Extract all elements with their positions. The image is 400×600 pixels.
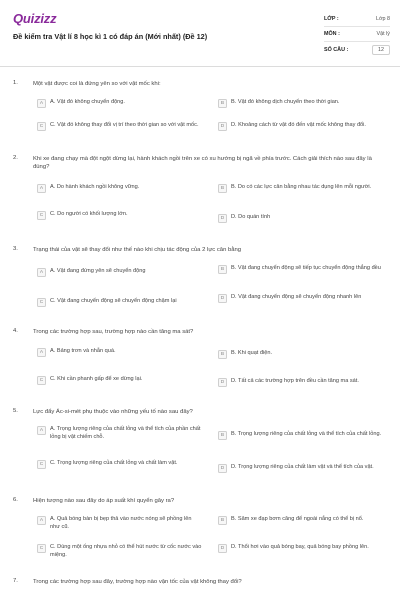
question-text: Trong các trường hợp sau đây, trường hợp nào vận tốc của vật không thay đổi? — [33, 579, 242, 585]
option-c[interactable] — [37, 376, 207, 385]
option-text: C. Trọng lượng riêng của chất lỏng và chất làm vật. — [50, 460, 178, 466]
option-d[interactable] — [218, 214, 388, 223]
option-c[interactable] — [37, 544, 207, 559]
info-row-class — [324, 12, 390, 27]
option-letter: B — [218, 184, 227, 193]
option-text: D. Thổi hơi vào quả bóng bay, quả bóng bay phồng lên. — [231, 544, 369, 550]
option-a[interactable] — [37, 516, 207, 531]
question-text: Khi xe đang chạy mà đột ngột dừng lại, hành khách ngồi trên xe có xu hướng bị ngã về phía trước. Cách giải thích nào sau đây là đúng? — [33, 156, 372, 170]
question-text: Trạng thái của vật sẽ thay đổi như thế nào khi chịu tác động của 2 lực cân bằng — [33, 247, 242, 253]
option-text: A. Do hành khách ngồi không vững. — [50, 184, 140, 190]
option-letter: A — [37, 348, 46, 357]
option-text: D. Vật đang chuyển động sẽ chuyển động nhanh lên — [231, 294, 362, 300]
option-c[interactable] — [37, 122, 207, 131]
option-text: C. Vật đang chuyển động sẽ chuyển động chậm lại — [50, 298, 177, 304]
option-letter: D — [218, 378, 227, 387]
info-value: 12 — [372, 45, 390, 55]
option-letter: B — [218, 350, 227, 359]
option-d[interactable] — [218, 464, 388, 473]
option-b[interactable] — [218, 350, 388, 359]
option-b[interactable] — [218, 516, 388, 525]
question-number: 4. — [13, 328, 18, 334]
option-text: A. Vật đó không chuyển động. — [50, 99, 125, 105]
option-letter: C — [37, 298, 46, 307]
quizizz-logo: Quizizz — [13, 11, 57, 26]
option-letter: C — [37, 544, 46, 553]
info-value: Lớp 8 — [375, 16, 390, 22]
option-text: A. Vật đang đứng yên sẽ chuyển động — [50, 268, 146, 274]
option-text: B. Vật đó không dịch chuyển theo thời gian. — [231, 99, 340, 105]
question-text: Trong các trường hợp sau, trường hợp nào cần tăng ma sát? — [33, 329, 194, 335]
option-a[interactable] — [37, 426, 207, 441]
document-title: Đề kiểm tra Vật lí 8 học kì 1 có đáp án (Mới nhất) (Đề 12) — [13, 32, 208, 41]
option-b[interactable] — [218, 431, 388, 440]
option-d[interactable] — [218, 122, 388, 131]
option-text: B. Săm xe đạp bơm căng để ngoài nắng có thể bị nổ. — [231, 516, 364, 522]
option-letter: D — [218, 544, 227, 553]
option-a[interactable] — [37, 268, 207, 277]
info-row-count — [324, 42, 390, 57]
question-number: 7. — [13, 578, 18, 584]
info-panel — [324, 12, 390, 57]
option-text: D. Do quán tính — [231, 214, 271, 220]
option-text: B. Trọng lượng riêng của chất lỏng và thể tích của chất lỏng. — [231, 431, 382, 437]
option-letter: C — [37, 122, 46, 131]
option-text: B. Khi quạt điện. — [231, 350, 273, 356]
question-number: 5. — [13, 408, 18, 414]
question-number: 1. — [13, 80, 18, 86]
option-letter: A — [37, 99, 46, 108]
option-text: A. Bảng trơn và nhẵn quá. — [50, 348, 116, 354]
option-text: D. Khoảng cách từ vật đó đến vật mốc không thay đổi. — [231, 122, 366, 128]
option-text: C. Do người có khối lượng lớn. — [50, 211, 128, 217]
question-number: 3. — [13, 246, 18, 252]
option-letter: D — [218, 294, 227, 303]
option-b[interactable] — [218, 99, 388, 108]
option-letter: C — [37, 460, 46, 469]
option-letter: B — [218, 431, 227, 440]
option-letter: B — [218, 516, 227, 525]
option-text: D. Tất cả các trường hợp trên đều cần tăng ma sát. — [231, 378, 359, 384]
question-text: Một vật được coi là đứng yên so với vật mốc khi: — [33, 81, 161, 87]
option-letter: B — [218, 265, 227, 274]
option-text: A. Quả bóng bàn bị bẹp thả vào nước nóng sẽ phồng lên như cũ. — [50, 516, 192, 530]
option-b[interactable] — [218, 184, 388, 193]
question-text: Hiện tượng nào sau đây do áp suất khí quyển gây ra? — [33, 498, 175, 504]
option-text: D. Trọng lượng riêng của chất làm vật và thể tích của vật. — [231, 464, 374, 470]
option-letter: A — [37, 184, 46, 193]
option-c[interactable] — [37, 460, 207, 469]
option-letter: A — [37, 268, 46, 277]
option-b[interactable] — [218, 265, 388, 274]
option-letter: C — [37, 376, 46, 385]
option-text: C. Khi cần phanh gấp để xe dừng lại. — [50, 376, 143, 382]
info-key: LỚP : — [324, 16, 339, 22]
info-key: SỐ CÂU : — [324, 46, 349, 53]
option-text: B. Do có các lực cân bằng nhau tác dụng lên mỗi người. — [231, 184, 372, 190]
option-text: C. Dùng một ống nhựa nhỏ có thể hút nước từ cốc nước vào miệng. — [50, 544, 202, 558]
option-d[interactable] — [218, 378, 388, 387]
option-letter: D — [218, 464, 227, 473]
question-number: 2. — [13, 155, 18, 161]
option-text: A. Trọng lượng riêng của chất lỏng và thể tích của phần chất lỏng bị vật chiếm chỗ. — [50, 426, 201, 440]
option-c[interactable] — [37, 211, 207, 220]
option-a[interactable] — [37, 99, 207, 108]
header-divider — [0, 66, 400, 67]
question-text: Lực đẩy Ác-si-mét phụ thuộc vào những yếu tố nào sau đây? — [33, 409, 193, 415]
option-letter: A — [37, 516, 46, 525]
info-row-subject — [324, 27, 390, 42]
option-letter: B — [218, 99, 227, 108]
option-text: C. Vật đó không thay đổi vị trí theo thời gian so với vật mốc. — [50, 122, 199, 128]
option-letter: C — [37, 211, 46, 220]
info-key: MÔN : — [324, 31, 340, 37]
option-d[interactable] — [218, 544, 388, 553]
page-header — [0, 0, 400, 66]
option-letter: D — [218, 214, 227, 223]
option-d[interactable] — [218, 294, 388, 303]
option-letter: D — [218, 122, 227, 131]
option-a[interactable] — [37, 184, 207, 193]
question-number: 6. — [13, 497, 18, 503]
option-text: B. Vật đang chuyển động sẽ tiếp tục chuyển động thẳng đều — [231, 265, 381, 271]
option-letter: A — [37, 426, 46, 435]
option-a[interactable] — [37, 348, 207, 357]
option-c[interactable] — [37, 298, 207, 307]
info-value: Vật lý — [376, 31, 390, 37]
